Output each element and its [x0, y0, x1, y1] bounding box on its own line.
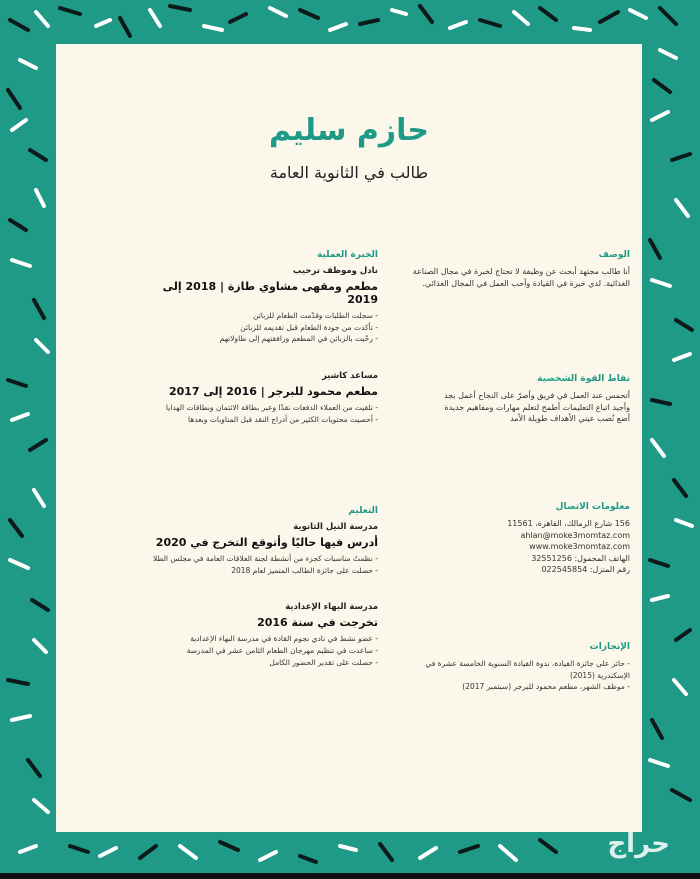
contact-address: 156 شارع الزمالك، القاهرة، 11561	[507, 519, 630, 528]
school-bullet: - نظمتُ مناسبات كجزء من أنشطة لجنة العلاقات العامة في مجلس الطلا	[152, 554, 378, 563]
bottom-bar	[0, 873, 700, 879]
school-bullet: - حصلت على تقدير الحضور الكامل	[269, 657, 378, 667]
contact-home: رقم المنزل: 022545854	[541, 565, 630, 575]
achievement-item: - موظف الشهر، مطعم محمود للبرجر (سبتمبر 2017)	[462, 682, 630, 692]
school-status: أدرس فيها حاليًا وأتوقع التخرج في 2020	[155, 536, 378, 549]
achievement-item: - حائز على جائزة القيادة، ندوة القيادة السنوية الخامسة عشرة في الإسكندرية (2015)	[425, 659, 630, 680]
job-role: مساعد كاشير	[321, 370, 378, 381]
job-role: نادل وموظف ترحيب	[292, 266, 378, 276]
applicant-title: طالب في الثانوية العامة	[269, 163, 429, 182]
strengths-section	[412, 374, 630, 425]
school-bullet: - عضو نشط في نادي نجوم القادة في مدرسة البهاء الإعدادية	[190, 634, 378, 644]
description-text: أنا طالب مجتهد أبحث عن وظيفة لا تحتاج لخبرة في مجال الصناعة الغذائية. لدي خبرة في القيادة وأحب العمل في المجال الغذائي.	[412, 267, 630, 288]
education-title: التعليم	[348, 506, 378, 516]
description-section	[412, 250, 630, 289]
job-place: مطعم ومقهى مشاوي طازة | 2018 إلى 2019	[162, 280, 378, 306]
applicant-name: حازم سليم	[268, 113, 430, 148]
school-name: مدرسة النيل الثانوية	[293, 522, 378, 532]
job-bullet: - تأكدت من جودة الطعام قبل تقديمه للزبائن	[240, 322, 378, 332]
haraj-watermark-logo: حراج	[607, 829, 670, 859]
contact-email: ahlan@moke3momtaz.com	[520, 530, 630, 540]
description-title: الوصف	[598, 250, 630, 260]
strengths-title: نقاط القوة الشخصية	[537, 374, 630, 384]
school-status: تخرجت في سنة 2016	[257, 616, 378, 630]
contact-website: www.moke3momtaz.com	[529, 542, 630, 552]
strengths-line: أضع نُصب عيني الأهداف طويلة الأمد	[510, 414, 630, 424]
job-place: مطعم محمود للبرجر | 2016 إلى 2017	[168, 384, 378, 398]
contact-mobile: الهاتف المحمول: 32551256	[531, 553, 630, 563]
job-bullet: - سجلت الطلبات وقدّمت الطعام للزبائن	[253, 311, 378, 320]
school-bullet: - ساعدت في تنظيم مهرجان الطعام الثامن عشر في المدرسة	[186, 645, 378, 655]
school-bullet: - حصلت على جائزة الطالب المتميز لعام 2018	[231, 565, 378, 575]
job-bullet: - تلقيت من العملاء الدفعات نقدًا وعبر بطاقة الائتمان وبطاقات الهدايا	[165, 402, 378, 412]
achievements-title: الإنجازات	[589, 642, 630, 652]
strengths-line: وأجيد اتباع التعليمات أطمح لتعلم مهارات ومفاهيم جديدة	[444, 402, 630, 412]
strengths-line: أتحمس عند العمل في فريق وأصرّ على النجاح أعمل بجد	[443, 391, 630, 400]
job-bullet: - رحّبت بالزبائن في المطعم ورافقتهم إلى طاولاتهم	[219, 334, 378, 344]
achievements-section	[412, 642, 630, 693]
school-name: مدرسة البهاء الإعدادية	[285, 602, 378, 613]
education-section	[140, 506, 378, 668]
experience-title: الخبرة العملية	[316, 250, 378, 260]
contact-section	[412, 502, 630, 576]
job-bullet: - أحصيت محتويات الكثير من أدراج النقد قبل المناوبات وبعدها	[187, 414, 378, 424]
experience-section	[160, 250, 378, 425]
contact-title: معلومات الاتصال	[555, 502, 630, 512]
